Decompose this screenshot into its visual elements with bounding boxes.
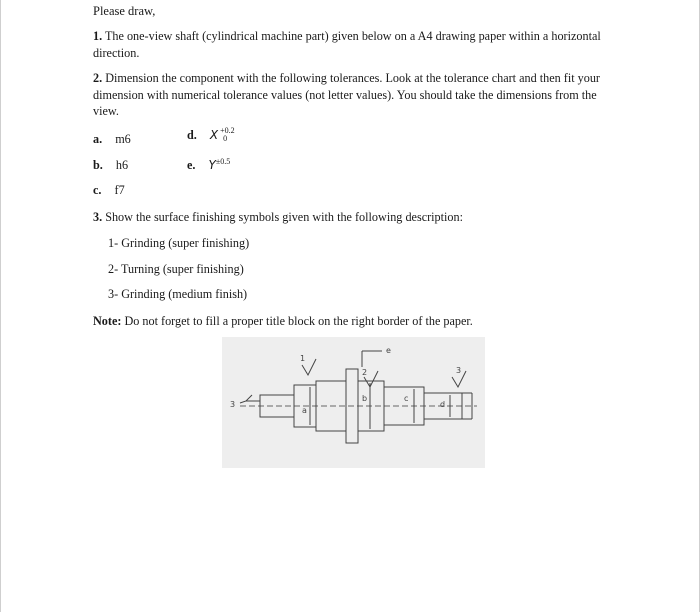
tolerance-d-label: d. bbox=[187, 128, 197, 142]
tolerance-d-lower: 0 bbox=[223, 134, 228, 144]
sketch-label-3-left: 3 bbox=[230, 400, 236, 409]
item-2 bbox=[93, 70, 613, 120]
note-text: Do not forget to fill a proper title block on the right border of the paper. bbox=[124, 314, 473, 328]
finish-item-3: 3- Grinding (medium finish) bbox=[108, 287, 248, 301]
tolerance-b bbox=[93, 158, 128, 173]
note bbox=[93, 314, 473, 329]
item-2-text: Dimension the component with the following tolerances. Look at the tolerance chart and then fit your dimension with numerical tolerance values (not letter values). You should take the dimensions from the view. bbox=[93, 71, 600, 118]
tolerance-e-symbol: Y bbox=[208, 158, 216, 173]
tolerance-d-upper: +0.2 bbox=[220, 126, 235, 136]
tolerance-a bbox=[93, 132, 131, 147]
item-2-number: 2. bbox=[93, 71, 103, 85]
sketch-label-2: 2 bbox=[362, 368, 368, 377]
tolerance-a-value: m6 bbox=[115, 132, 131, 146]
tolerance-d-symbol: X bbox=[209, 128, 219, 142]
tolerance-b-label: b. bbox=[93, 158, 103, 172]
sketch-label-c: c bbox=[404, 394, 409, 403]
greeting: Please draw, bbox=[93, 4, 156, 18]
tolerance-a-label: a. bbox=[93, 132, 103, 146]
item-3-number: 3. bbox=[93, 210, 103, 224]
tolerance-d bbox=[187, 128, 235, 144]
sketch-label-a: a bbox=[302, 406, 307, 415]
sketch-label-d: d bbox=[440, 400, 446, 409]
tolerance-c-value: f7 bbox=[114, 183, 125, 197]
tolerance-b-value: h6 bbox=[115, 158, 129, 172]
tolerance-e-label: e. bbox=[187, 158, 196, 173]
item-3-text: Show the surface finishing symbols given with the following description: bbox=[105, 210, 463, 224]
sketch-label-e: e bbox=[386, 346, 391, 355]
tolerance-d-limits bbox=[220, 127, 235, 143]
tolerance-e bbox=[187, 157, 230, 173]
sketch-label-1: 1 bbox=[300, 354, 306, 363]
sketch-label-3: 3 bbox=[456, 366, 462, 375]
shaft-sketch bbox=[222, 337, 485, 468]
shaft-sketch-drawing bbox=[222, 337, 485, 468]
sketch-label-b: b bbox=[362, 394, 368, 403]
tolerance-c-label: c. bbox=[93, 183, 102, 197]
item-1-text: The one-view shaft (cylindrical machine part) given below on a A4 drawing paper within a horizontal direction. bbox=[93, 29, 601, 60]
item-3 bbox=[93, 210, 463, 225]
item-1 bbox=[93, 28, 613, 61]
note-label: Note: bbox=[93, 314, 122, 328]
tolerance-e-tol: ±0.5 bbox=[215, 157, 231, 166]
item-1-number: 1. bbox=[93, 29, 103, 43]
tolerance-c bbox=[93, 183, 125, 198]
finish-item-2: 2- Turning (super finishing) bbox=[108, 262, 244, 276]
finish-item-1: 1- Grinding (super finishing) bbox=[108, 236, 250, 250]
